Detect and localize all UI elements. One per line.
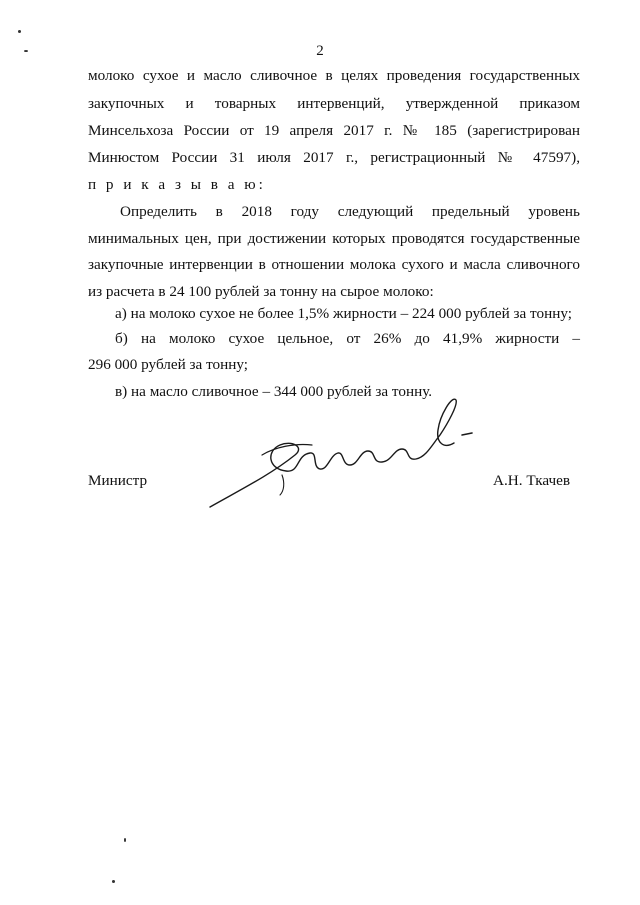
handwritten-signature	[200, 395, 490, 515]
body-line-6: Определить в 2018 году следующий предельный уровень	[120, 203, 580, 220]
signatory-position: Министр	[88, 472, 148, 489]
body-line-1: молоко сухое и масло сливочное в целях проведения государственных	[88, 67, 580, 84]
scan-speck	[124, 838, 126, 842]
list-item-a: а) на молоко сухое не более 1,5% жирности – 224 000 рублей за тонну;	[115, 305, 572, 322]
order-word: п р и к а з ы в а ю:	[88, 176, 266, 193]
body-line-4: Минюстом России 31 июля 2017 г., регистрационный № 47597),	[88, 149, 580, 166]
scan-speck	[24, 50, 28, 52]
body-line-9: из расчета в 24 100 рублей за тонну на сырое молоко:	[88, 283, 434, 300]
signatory-name: А.Н. Ткачев	[493, 472, 571, 489]
scan-speck	[112, 880, 115, 883]
body-line-8: закупочные интервенции в отношении молока сухого и масла сливочного	[88, 256, 580, 273]
list-item-c: в) на масло сливочное – 344 000 рублей за тонну.	[115, 383, 433, 400]
page-number: 2	[316, 43, 324, 59]
scan-speck	[18, 30, 21, 33]
body-line-3: Минсельхоза России от 19 апреля 2017 г. № 185 (зарегистрирован	[88, 122, 580, 139]
body-line-2: закупочных и товарных интервенций, утвержденной приказом	[88, 95, 580, 112]
body-line-7: минимальных цен, при достижении которых проводятся государственные	[88, 230, 580, 247]
list-item-b: б) на молоко сухое цельное, от 26% до 41,9% жирности –	[115, 330, 580, 347]
list-item-b-continued: 296 000 рублей за тонну;	[88, 356, 248, 373]
